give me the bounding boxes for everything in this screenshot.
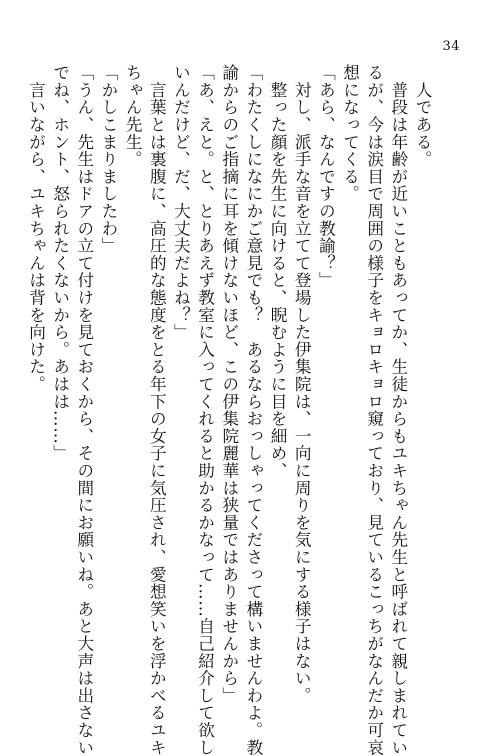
text-line: でね、ホント、怒られたくないから。あはは……」: [50, 64, 70, 462]
text-line: いんだけど、だ、大丈夫だよね？」: [171, 64, 191, 341]
text-line: 想になってくる。: [340, 64, 360, 203]
text-line: 人である。: [413, 64, 432, 168]
text-line: 言葉とは裏腹に、高圧的な態度をとる年下の女子に気圧され、愛想笑いを浮かべるユキ: [147, 64, 167, 756]
text-line: 整った顔を先生に向けると、睨むように目を細め、: [268, 64, 288, 480]
text-line: ちゃん先生。: [123, 64, 143, 168]
text-line: るが、今は涙目で周囲の様子をキョロキョロ窺っており、見ているこっちがなんだか可哀: [364, 64, 384, 756]
text-line: 言いながら、ユキちゃんは背を向けた。: [26, 64, 46, 393]
text-line: 「あら、なんですの教諭？」: [316, 64, 336, 289]
text-line: 普段は年齢が近いこともあってか、生徒からもユキちゃん先生と呼ばれて親しまれてい: [388, 64, 408, 756]
text-line: 「わたくしになにかご意見でも？ あるならおっしゃってくださって構いませんわよ。教: [243, 64, 263, 756]
text-line: 諭からのご指摘に耳を傾けないほど、この伊集院麗華は狭量ではありませんから」: [219, 64, 239, 705]
vertical-text-block: [23, 64, 434, 756]
text-line: 「うん、先生はドアの立て付けを見ておくから、その間にお願いね。あと大声は出さない: [74, 64, 94, 756]
text-line: 「あ、えと。と、とりあえず教室に入ってくれると助かるかなって……自己紹介して欲し: [195, 64, 215, 756]
page-number: 34: [442, 39, 460, 54]
text-line: 対し、派手な音を立てて登場した伊集院は、一向に周りを気にする様子はない。: [292, 64, 312, 705]
text-line: 「かしこまりましたわ」: [98, 64, 118, 255]
